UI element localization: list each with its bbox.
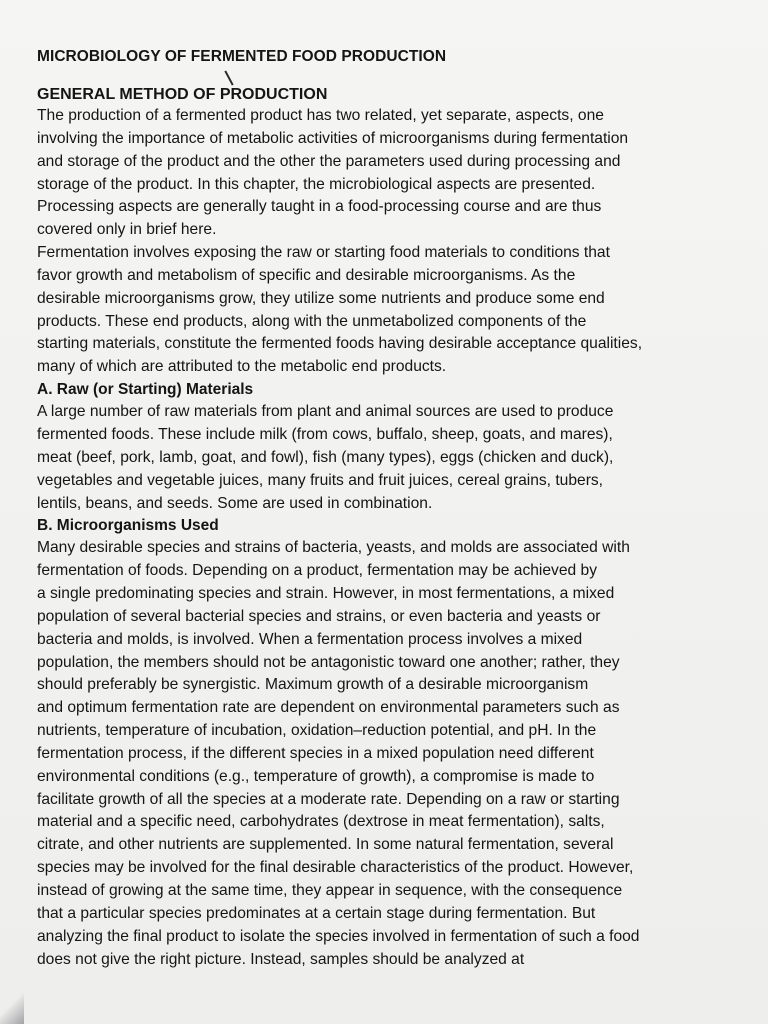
text-line: fermentation process, if the different species in a mixed population need different [37,744,594,762]
text-line: involving the importance of metabolic activities of microorganisms during fermentation [37,129,629,147]
text-line: population, the members should not be antagonistic toward one another; rather, they [37,653,620,671]
text-line: lentils, beans, and seeds. Some are used in combination. [37,494,433,512]
text-line: and optimum fermentation rate are dependent on environmental parameters such as [37,699,620,717]
text-line: citrate, and other nutrients are supplemented. In some natural fermentation, several [37,836,614,854]
intro-paragraph [37,105,753,242]
text-line: fermented foods. These include milk (from cows, buffalo, sheep, goats, and mares), [37,425,613,443]
document-body [37,46,753,971]
text-line: analyzing the final product to isolate the species involved in fermentation of such a food [37,927,640,945]
text-line: storage of the product. In this chapter, the microbiological aspects are presented. [37,175,596,193]
text-line: favor growth and metabolism of specific and desirable microorganisms. As the [37,266,576,284]
text-line: vegetables and vegetable juices, many fruits and fruit juices, cereal grains, tubers, [37,471,604,489]
text-line: many of which are attributed to the metabolic end products. [37,358,447,376]
text-line: Many desirable species and strains of bacteria, yeasts, and molds are associated with [37,539,630,557]
microorganisms-paragraph [37,537,753,971]
text-line: that a particular species predominates at a certain stage during fermentation. But [37,904,596,922]
text-line: The production of a fermented product has two related, yet separate, aspects, one [37,107,604,124]
text-line: facilitate growth of all the species at a moderate rate. Depending on a raw or starting [37,790,620,808]
text-line: desirable microorganisms grow, they utilize some nutrients and produce some end [37,289,605,307]
text-line: fermentation of foods. Depending on a product, fermentation may be achieved by [37,562,597,580]
text-line: A large number of raw materials from plant and animal sources are used to produce [37,403,614,421]
raw-materials-paragraph [37,401,753,515]
text-line: bacteria and molds, is involved. When a fermentation process involves a mixed [37,630,583,648]
text-line: starting materials, constitute the fermented foods having desirable acceptance qualities, [37,335,643,353]
section-a-heading: A. Raw (or Starting) Materials [37,381,254,399]
text-line: Processing aspects are generally taught in a food-processing course and are thus [37,198,602,216]
text-line: and storage of the product and the other the parameters used during processing and [37,152,621,170]
page-corner-shadow [0,988,24,1024]
text-line: covered only in brief here. [37,221,217,239]
document-subtitle: GENERAL METHOD OF PRODUCTION [37,86,328,103]
text-line: nutrients, temperature of incubation, oxidation–reduction potential, and pH. In the [37,722,597,740]
text-line: environmental conditions (e.g., temperature of growth), a compromise is made to [37,767,595,785]
text-line: material and a specific need, carbohydrates (dextrose in meat fermentation), salts, [37,813,605,831]
text-line: does not give the right picture. Instead, samples should be analyzed at [37,950,525,968]
text-line: should preferably be synergistic. Maximum growth of a desirable microorganism [37,676,589,694]
text-line: meat (beef, pork, lamb, goat, and fowl), fish (many types), eggs (chicken and duck), [37,448,614,466]
text-line: Fermentation involves exposing the raw or starting food materials to conditions that [37,244,610,262]
document-title: MICROBIOLOGY OF FERMENTED FOOD PRODUCTION [37,48,447,65]
text-line: species may be involved for the final desirable characteristics of the product. However, [37,859,634,877]
section-b-heading: B. Microorganisms Used [37,517,219,535]
fermentation-paragraph [37,242,753,379]
text-line: instead of growing at the same time, they appear in sequence, with the consequence [37,882,623,899]
text-line: a single predominating species and strain. However, in most fermentations, a mixed [37,585,615,603]
text-line: population of several bacterial species and strains, or even bacteria and yeasts or [37,607,601,625]
text-line: products. These end products, along with the unmetabolized components of the [37,312,587,330]
